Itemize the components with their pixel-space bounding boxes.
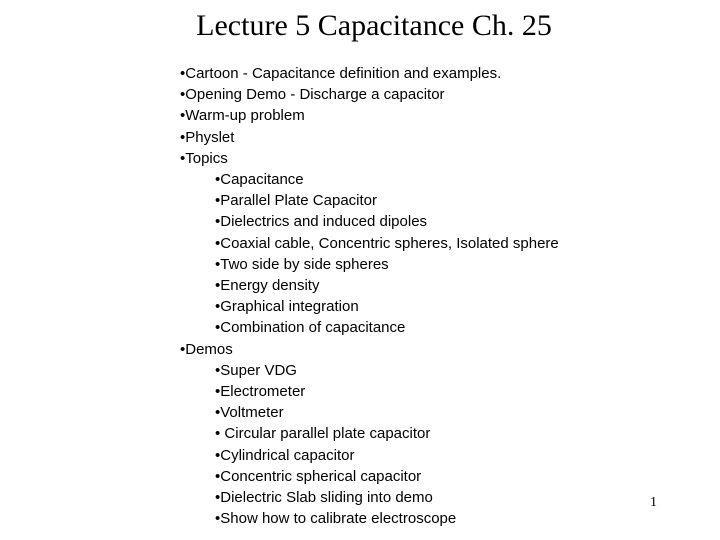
sub-item-calibrate-electroscope: •Show how to calibrate electroscope — [215, 510, 457, 528]
sub-item-graphical-integration: •Graphical integration — [215, 298, 359, 316]
bullet-list — [180, 63, 559, 529]
sub-item-circular-capacitor: • Circular parallel plate capacitor — [215, 425, 431, 443]
sub-item-super-vdg: •Super VDG — [215, 361, 297, 379]
sub-item-dielectric-slab: •Dielectric Slab sliding into demo — [215, 489, 433, 507]
sub-item-side-spheres: •Two side by side spheres — [215, 255, 389, 273]
page-number: 1 — [650, 495, 657, 510]
bullet-item-opening-demo: •Opening Demo - Discharge a capacitor — [180, 86, 445, 104]
sub-item-parallel-plate: •Parallel Plate Capacitor — [215, 192, 377, 210]
sub-item-energy-density: •Energy density — [215, 277, 320, 295]
sub-item-voltmeter: •Voltmeter — [215, 404, 284, 422]
bullet-item-physlet: •Physlet — [180, 128, 235, 146]
slide-title: Lecture 5 Capacitance Ch. 25 — [196, 9, 552, 42]
sub-item-coaxial: •Coaxial cable, Concentric spheres, Isolated sphere — [215, 234, 559, 252]
sub-item-dielectrics: •Dielectrics and induced dipoles — [215, 213, 428, 231]
bullet-item-cartoon: •Cartoon - Capacitance definition and examples. — [180, 65, 502, 82]
sub-item-spherical-capacitor: •Concentric spherical capacitor — [215, 467, 422, 485]
sub-item-combination: •Combination of capacitance — [215, 319, 406, 337]
sub-item-cylindrical-capacitor: •Cylindrical capacitor — [215, 446, 355, 464]
bullet-item-warm-up: •Warm-up problem — [180, 107, 305, 125]
bullet-item-demos: •Demos — [180, 340, 233, 358]
sub-item-electrometer: •Electrometer — [215, 383, 306, 401]
sub-item-capacitance: •Capacitance — [215, 171, 304, 189]
bullet-item-topics: •Topics — [180, 149, 228, 167]
